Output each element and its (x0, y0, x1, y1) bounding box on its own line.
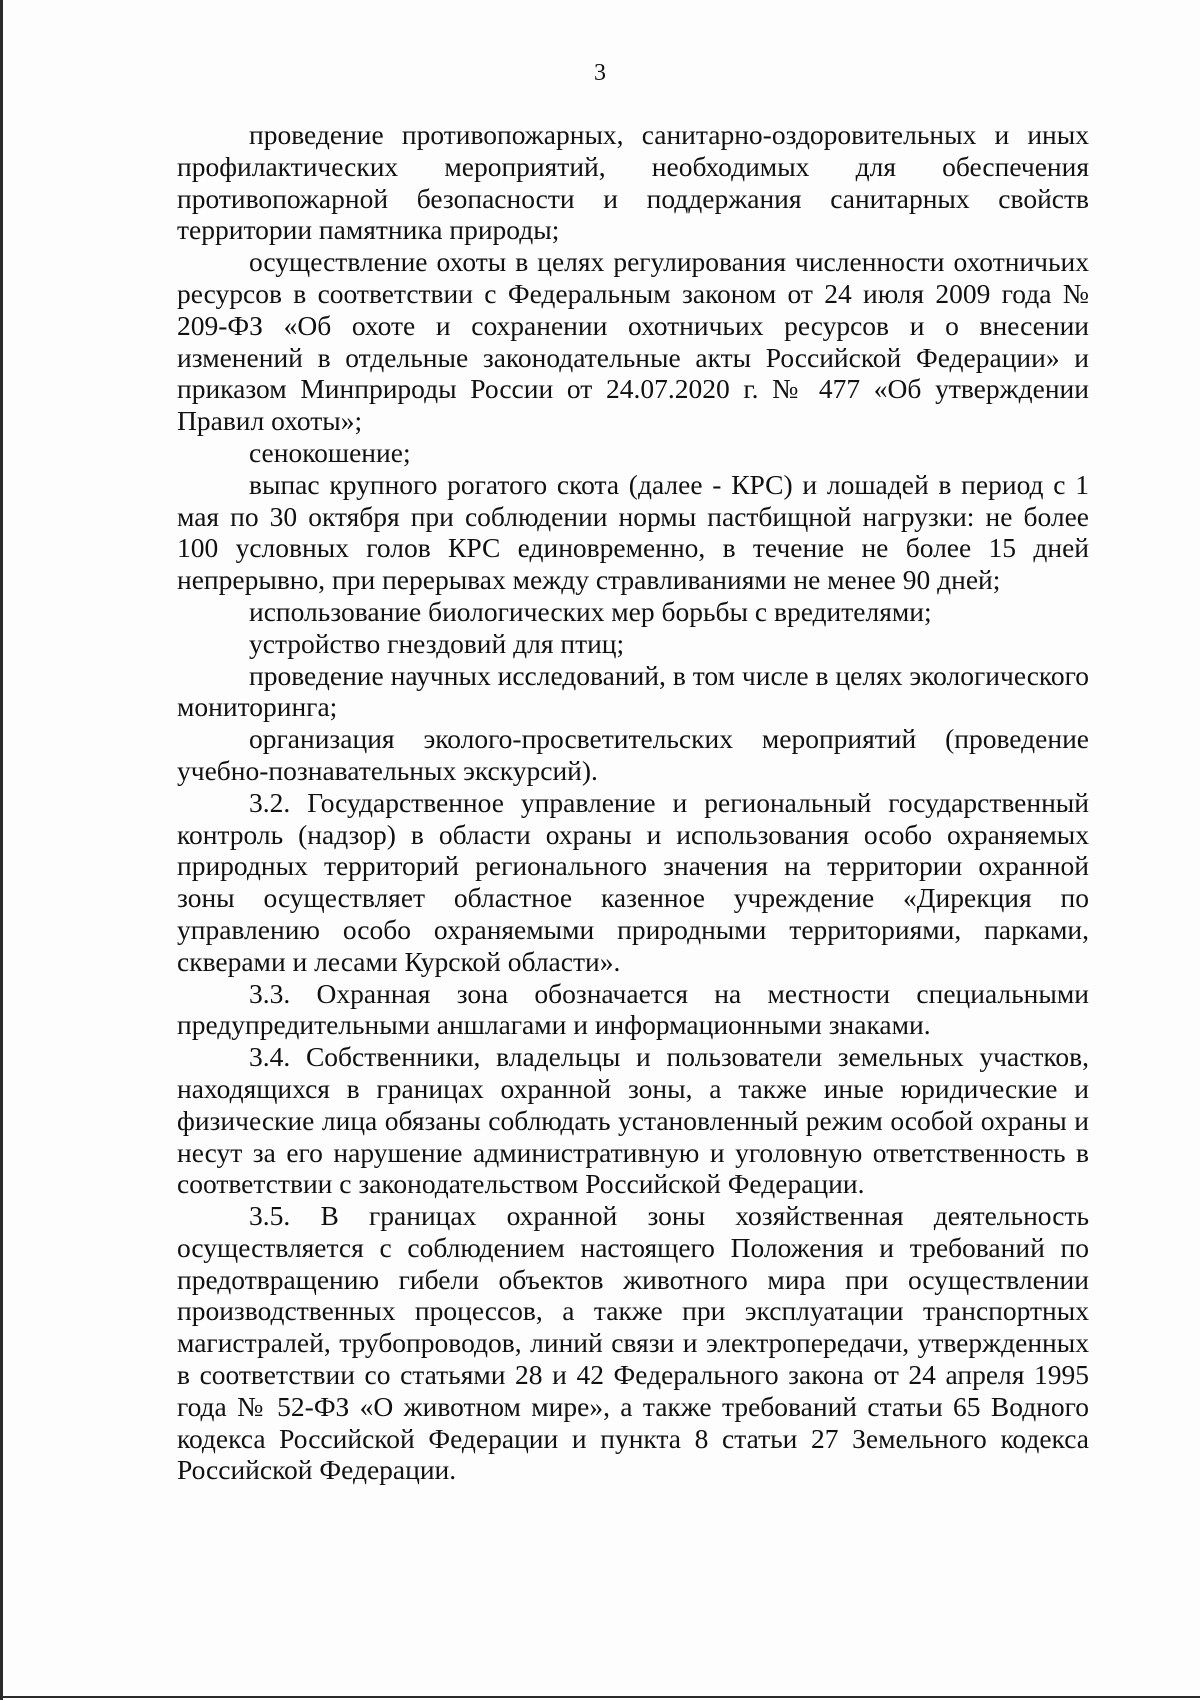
paragraph-scientific-research: проведение научных исследований, в том числе в целях экологического мониторинга; (177, 659, 1089, 723)
paragraph-3-5: 3.5. В границах охранной зоны хозяйственная деятельность осуществляется с соблюдением настоящего Положения и требований по предотвращению гибели объектов животного мира при осуществлении производственных процессов, а также при эксплуатации транспортных магистралей, трубопроводов, линий связи и электропередачи, утвержденных в соответствии со статьями 28 и 42 Федерального закона от 24 апреля 1995 года № 52-ФЗ «О животном мире», а также требований статьи 65 Водного кодекса Российской Федерации и пункта 8 статьи 27 Земельного кодекса Российской Федерации. (177, 1200, 1089, 1486)
paragraph-3-2: 3.2. Государственное управление и региональный государственный контроль (надзор) в области охраны и использования особо охраняемых природных территорий регионального значения на территории охранной зоны осуществляет областное казенное учреждение «Дирекция по управлению особо охраняемыми природными территориями, парками, скверами и лесами Курской области». (177, 786, 1089, 977)
page-number: 3 (594, 60, 606, 86)
scan-border-left (0, 0, 3, 1700)
paragraph-hunting: осуществление охоты в целях регулирования численности охотничьих ресурсов в соответствии с Федеральным законом от 24 июля 2009 года № 209-ФЗ «Об охоте и сохранении охотничьих ресурсов и о внесении изменений в отдельные законодательные акты Российской Федерации» и приказом Минприроды России от 24.07.2020 г. № 477 «Об утверждении Правил охоты»; (177, 246, 1089, 437)
paragraph-fire-prevention: проведение противопожарных, санитарно-оздоровительных и иных профилактических мероприятий, необходимых для обеспечения противопожарной безопасности и поддержания санитарных свойств территории памятника природы; (177, 119, 1089, 246)
document-body (177, 119, 1089, 1486)
paragraph-3-3: 3.3. Охранная зона обозначается на местности специальными предупредительными аншлагами и информационными знаками. (177, 977, 1089, 1041)
paragraph-biological-pest-control: использование биологических мер борьбы с вредителями; (249, 595, 932, 627)
paragraph-3-4: 3.4. Собственники, владельцы и пользователи земельных участков, находящихся в границах охранной зоны, а также иные юридические и физические лица обязаны соблюдать установленный режим особой охраны и несут за его нарушение административную и уголовную ответственность в соответствии с законодательством Российской Федерации. (177, 1041, 1089, 1200)
paragraph-grazing: выпас крупного рогатого скота (далее - КРС) и лошадей в период с 1 мая по 30 октября при соблюдении нормы пастбищной нагрузки: не более 100 условных голов КРС единовременно, в течение не более 15 дней непрерывно, при перерывах между стравливаниями не менее 90 дней; (177, 468, 1089, 596)
paragraph-haymaking: сенокошение; (249, 436, 411, 468)
paragraph-bird-nests: устройство гнездовий для птиц; (249, 627, 625, 659)
paragraph-ecological-education: организация эколого-просветительских мероприятий (проведение учебно-познавательных экскурсий). (177, 723, 1089, 786)
scan-border-bottom (0, 1696, 1200, 1698)
